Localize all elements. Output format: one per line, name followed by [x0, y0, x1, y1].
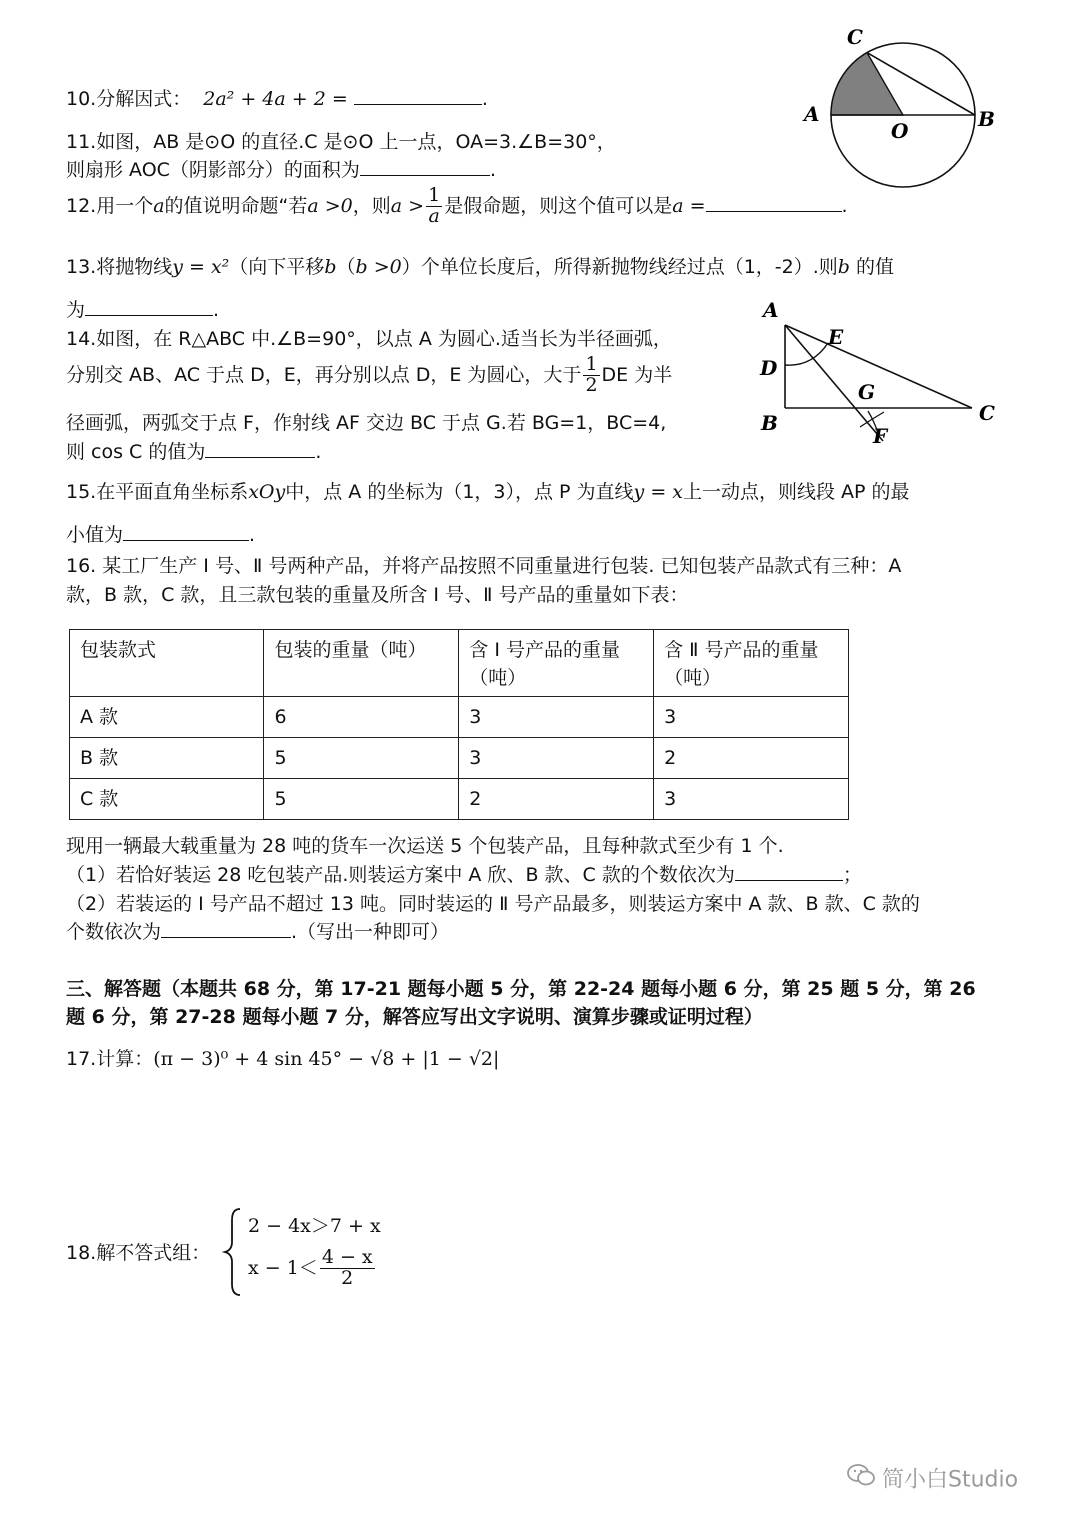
question-11-line1: 11.如图，AB 是⊙O 的直径.C 是⊙O 上一点，OA=3.∠B=30°，	[66, 131, 616, 153]
section-3-heading-line1: 三、解答题（本题共 68 分，第 17-21 题每小题 5 分，第 22-24 题每小题 6 分，第 25 题 5 分，第 26	[66, 978, 976, 1000]
q10-expression: 2a² + 4a + 2 =	[203, 88, 348, 110]
arc-de	[785, 343, 828, 365]
table-header-cell: 含 Ⅱ 号产品的重量（吨）	[654, 630, 849, 697]
q18-fraction: $\frac{4 - x}{2}$	[321, 1246, 373, 1289]
label-a: A	[763, 298, 779, 322]
q11-answer-blank[interactable]	[360, 174, 490, 176]
q16-part1-answer-blank[interactable]	[735, 879, 843, 881]
table-header-row	[70, 630, 849, 697]
q12-fraction: $\frac{1}{a}$	[428, 184, 441, 227]
table-header-cell: 包装款式	[70, 630, 264, 697]
table-cell: 3	[654, 697, 849, 738]
table-cell: 5	[264, 738, 459, 779]
label-f: F	[873, 424, 888, 448]
question-17: 17.计算：(π − 3)⁰ + 4 sin 45° − √8 + |1 − √2|	[66, 1048, 500, 1070]
question-14-line4: 则 cos C 的值为 .	[66, 441, 322, 463]
wechat-icon	[846, 1462, 876, 1494]
table-cell: 3	[459, 697, 654, 738]
table-row	[70, 779, 849, 820]
label-b: B	[761, 411, 778, 435]
question-12: 12.用一个a的值说明命题“若a >0，则a > $\frac{1}{a}$ 是假命题，则这个值可以是a = .	[66, 184, 848, 227]
q18-inequality-2: x − 1＜ $\frac{4 - x}{2}$	[248, 1246, 373, 1289]
label-d: D	[760, 356, 778, 380]
shaded-sector-aoc	[831, 53, 903, 115]
q14-fraction: $\frac{1}{2}$	[585, 353, 598, 396]
q13-answer-blank[interactable]	[85, 314, 213, 316]
figure-circle	[795, 20, 1005, 200]
question-11-line2: 则扇形 AOC（阴影部分）的面积为 .	[66, 159, 496, 181]
question-16-part2-line2: 个数依次为 .（写出一种即可）	[66, 921, 450, 943]
q16-part2-answer-blank[interactable]	[161, 936, 291, 938]
question-16-line2: 款，B 款，C 款，且三款包装的重量及所含 Ⅰ 号、Ⅱ 号产品的重量如下表：	[66, 584, 689, 606]
table-cell: 3	[654, 779, 849, 820]
table-cell: 2	[654, 738, 849, 779]
question-14-line2: 分别交 AB、AC 于点 D，E，再分别以点 D，E 为圆心，大于 $\frac{1}{2}$ DE 为半	[66, 353, 673, 396]
q18-inequality-1: 2 − 4x＞7 + x	[248, 1215, 381, 1237]
question-16-line1: 16. 某工厂生产 Ⅰ 号、Ⅱ 号两种产品，并将产品按照不同重量进行包装. 已知包装产品款式有三种：A	[66, 555, 902, 577]
table-cell: C 款	[70, 779, 264, 820]
question-16-part1: （1）若恰好装运 28 吃包装产品.则装运方案中 A 欣、B 款、C 款的个数依次为 ；	[66, 864, 862, 886]
question-14-line3: 径画弧，两弧交于点 F，作射线 AF 交边 BC 于点 G.若 BG=1，BC=4,	[66, 412, 667, 434]
question-13-line2: 为 .	[66, 299, 220, 321]
question-16-part2-line1: （2）若装运的 Ⅰ 号产品不超过 13 吨。同时装运的 Ⅱ 号产品最多，则装运方案中 A 款、B 款、C 款的	[66, 893, 920, 915]
label-o: O	[891, 119, 909, 143]
q15-answer-blank[interactable]	[123, 539, 249, 541]
q17-expression: (π − 3)⁰ + 4 sin 45° − √8 + |1 − √2|	[153, 1048, 500, 1070]
label-a: A	[804, 102, 820, 126]
question-14-line1: 14.如图，在 R△ABC 中.∠B=90°，以点 A 为圆心.适当长为半径画弧，	[66, 328, 672, 350]
table-row	[70, 738, 849, 779]
question-10: 10.分解因式： 2a² + 4a + 2 = .	[66, 88, 488, 110]
question-15-line1: 15.在平面直角坐标系xOy中，点 A 的坐标为（1，3），点 P 为直线y = x上一动点，则线段 AP 的最	[66, 481, 910, 503]
q14-answer-blank[interactable]	[205, 456, 315, 458]
table-cell: 3	[459, 738, 654, 779]
packaging-table	[69, 629, 849, 820]
table-header-cell: 含 Ⅰ 号产品的重量（吨）	[459, 630, 654, 697]
q12-answer-blank[interactable]	[706, 210, 842, 212]
label-g: G	[858, 380, 876, 404]
segment-ac	[785, 325, 972, 408]
table-cell: B 款	[70, 738, 264, 779]
question-16-after-table: 现用一辆最大载重量为 28 吨的货车一次运送 5 个包装产品，且每种款式至少有 1 个.	[66, 835, 784, 857]
table-cell: 5	[264, 779, 459, 820]
label-c: C	[847, 25, 863, 49]
watermark-text: 简小白Studio	[882, 1467, 1019, 1493]
watermark	[846, 1462, 1018, 1494]
label-c: C	[979, 401, 995, 425]
question-18: 18.解不答式组：	[66, 1242, 211, 1264]
label-b: B	[978, 107, 995, 131]
label-e: E	[828, 325, 844, 349]
question-13-line1: 13.将抛物线y = x²（向下平移b（b >0）个单位长度后，所得新抛物线经过点（1，-2）.则b 的值	[66, 256, 895, 278]
figure-triangle	[750, 295, 1010, 450]
q10-answer-blank[interactable]	[354, 103, 482, 105]
table-row	[70, 697, 849, 738]
table-cell: A 款	[70, 697, 264, 738]
section-3-heading-line2: 题 6 分，第 27-28 题每小题 7 分，解答应写出文字说明、演算步骤或证明过程）	[66, 1006, 763, 1028]
table-cell: 6	[264, 697, 459, 738]
table-header-cell: 包装的重量（吨）	[264, 630, 459, 697]
table-cell: 2	[459, 779, 654, 820]
system-brace	[222, 1206, 244, 1298]
question-15-line2: 小值为 .	[66, 524, 256, 546]
